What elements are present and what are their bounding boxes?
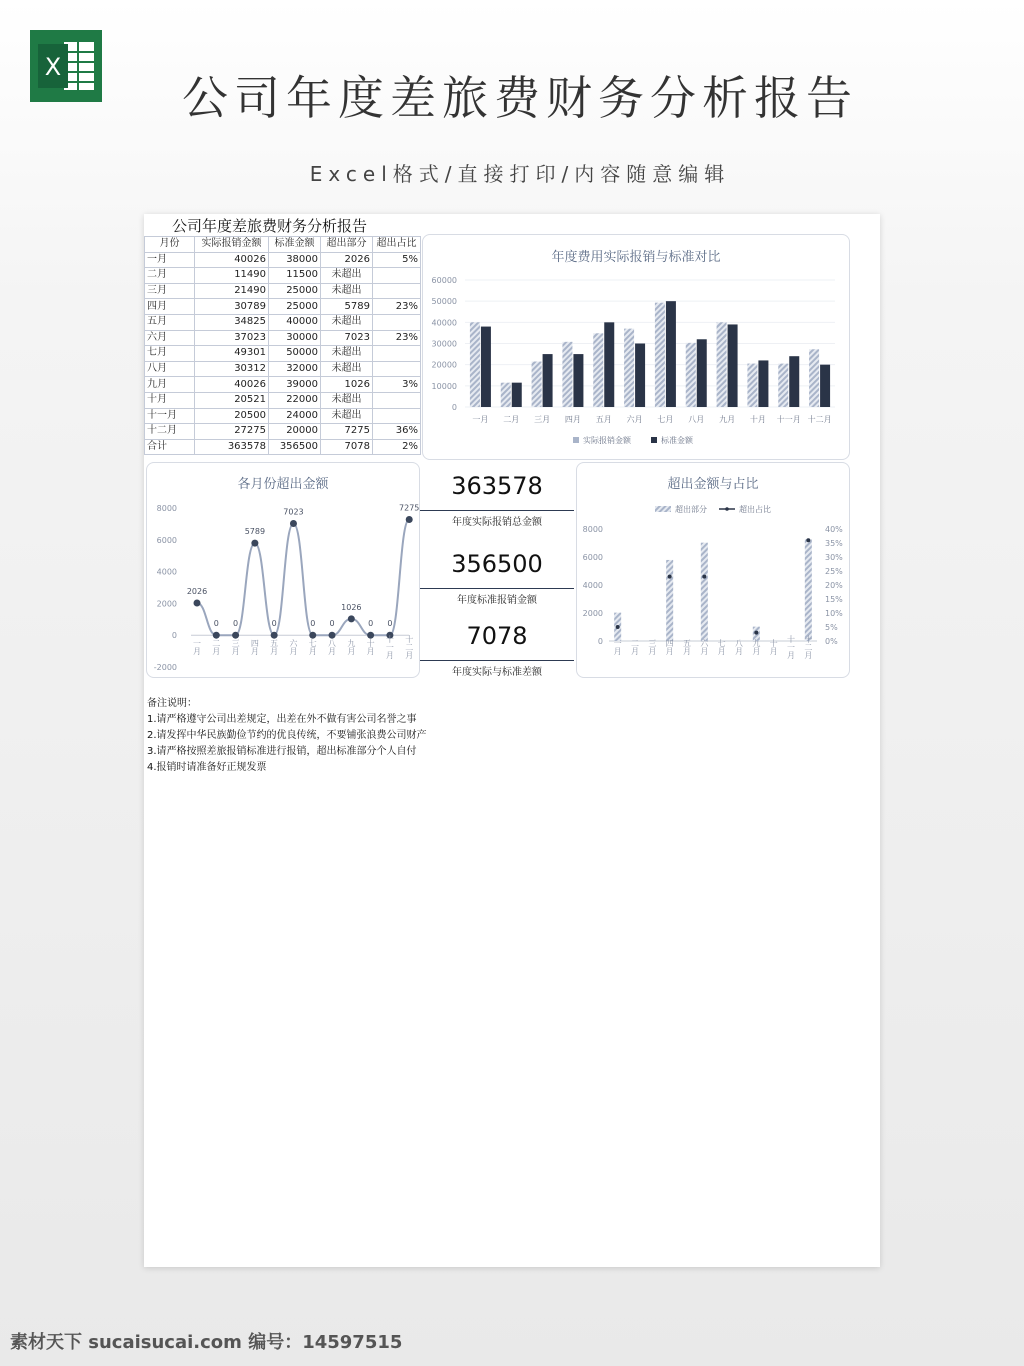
- table-cell: 40000: [269, 314, 321, 330]
- y-tick-label: 0: [597, 637, 603, 646]
- x-tick-label: 五月: [682, 639, 692, 655]
- table-cell: 30789: [195, 299, 269, 315]
- table-cell: 十月: [145, 392, 195, 408]
- comparison-bar-chart: [423, 235, 849, 459]
- x-tick-label: 一月: [613, 639, 623, 655]
- data-label: 7275: [399, 503, 419, 513]
- watermark: 素材天下 sucaisucai.com 编号：14597515: [10, 1332, 403, 1353]
- note-item: 3.请严格按照差旅报销标准进行报销，超出标准部分个人自付: [147, 746, 417, 757]
- x-tick-label: 八月: [688, 415, 705, 424]
- x-tick-label: 八月: [734, 639, 744, 655]
- comparison-chart-panel: [422, 234, 850, 460]
- y-tick-label: 8000: [156, 504, 177, 513]
- kpi-value: 363578: [451, 472, 543, 500]
- table-row: [145, 299, 421, 315]
- kpi-value: 356500: [451, 550, 543, 578]
- table-cell: 五月: [145, 314, 195, 330]
- bar-actual: [655, 303, 665, 407]
- table-cell: [373, 268, 421, 284]
- ratio-point: [754, 631, 758, 635]
- table-cell: 20500: [195, 408, 269, 424]
- table-cell: 合计: [145, 439, 195, 455]
- x-tick-label: 三月: [231, 639, 241, 656]
- y-tick-label: 10000: [431, 381, 457, 391]
- table-cell: 七月: [145, 346, 195, 362]
- table-cell: 5%: [373, 252, 421, 268]
- legend-label: 标准金额: [661, 436, 693, 445]
- excess-ratio-chart: [577, 463, 849, 677]
- data-point: [348, 615, 355, 622]
- table-cell: 39000: [269, 377, 321, 393]
- data-point: [290, 520, 297, 527]
- data-point: [251, 540, 258, 547]
- bar-standard: [789, 356, 799, 407]
- table-cell: [373, 392, 421, 408]
- chart-title: 年度费用实际报销与标准对比: [551, 250, 721, 265]
- y2-tick-label: 0%: [825, 637, 838, 646]
- table-cell: 三月: [145, 283, 195, 299]
- table-cell: 36%: [373, 424, 421, 440]
- kpi-divider: [420, 510, 574, 511]
- table-cell: 7078: [321, 439, 373, 455]
- data-label: 0: [368, 619, 374, 629]
- x-tick-label: 十月: [749, 415, 766, 424]
- table-row: [145, 439, 421, 455]
- table-row: [145, 252, 421, 268]
- table-cell: 二月: [145, 268, 195, 284]
- table-cell: 37023: [195, 330, 269, 346]
- y-tick-label: 6000: [156, 535, 177, 545]
- y-tick-label: 6000: [582, 553, 603, 562]
- y-tick-label: 20000: [431, 360, 457, 370]
- bar-standard: [697, 339, 707, 407]
- kpi-label: 年度标准报销金额: [457, 595, 537, 606]
- x-tick-label: 二月: [630, 639, 640, 655]
- table-row: [145, 314, 421, 330]
- bar-excess: [805, 539, 812, 641]
- col-header: 月份: [145, 237, 195, 253]
- bar-standard: [481, 327, 491, 407]
- table-row: [145, 377, 421, 393]
- kpi-total-actual: [420, 472, 574, 528]
- x-tick-label: 四月: [564, 415, 581, 424]
- data-label: 0: [271, 619, 277, 629]
- table-cell: 未超出: [321, 392, 373, 408]
- legend-label: 实际报销金额: [583, 436, 631, 445]
- legend-label: 超出占比: [739, 505, 771, 514]
- x-tick-label: 九月: [719, 415, 736, 424]
- excel-icon: [30, 30, 102, 102]
- table-cell: 未超出: [321, 408, 373, 424]
- bar-actual: [717, 322, 727, 407]
- bar-standard: [573, 354, 583, 407]
- legend-swatch-standard: [651, 437, 657, 443]
- notes-heading: 备注说明：: [147, 698, 197, 709]
- bar-standard: [728, 324, 738, 407]
- data-point: [232, 632, 239, 639]
- table-cell: 未超出: [321, 361, 373, 377]
- table-cell: [373, 346, 421, 362]
- table-cell: 20000: [269, 424, 321, 440]
- x-tick-label: 七月: [657, 415, 674, 424]
- bar-actual: [747, 364, 757, 407]
- note-item: 2.请发挥中华民族勤俭节约的优良传统，不要铺张浪费公司财产: [147, 730, 427, 741]
- x-tick-label: 四月: [665, 639, 675, 655]
- table-row: [145, 330, 421, 346]
- data-label: 1026: [341, 602, 362, 612]
- y-tick-label: 0: [171, 631, 177, 641]
- table-header-row: [145, 237, 421, 253]
- sheet-title: 公司年度差旅费财务分析报告: [172, 217, 368, 235]
- table-cell: 5789: [321, 299, 373, 315]
- note-item: 4.报销时请准备好正规发票: [147, 762, 267, 773]
- table-cell: 49301: [195, 346, 269, 362]
- bar-standard: [635, 344, 645, 408]
- x-tick-label: 三月: [647, 639, 657, 655]
- bar-actual: [501, 383, 511, 407]
- table-cell: [373, 283, 421, 299]
- table-cell: 八月: [145, 361, 195, 377]
- table-cell: 23%: [373, 299, 421, 315]
- table-cell: 九月: [145, 377, 195, 393]
- table-cell: 363578: [195, 439, 269, 455]
- y2-tick-label: 15%: [825, 595, 843, 604]
- bar-actual: [532, 362, 542, 407]
- bar-excess: [666, 560, 673, 641]
- table-cell: 21490: [195, 283, 269, 299]
- kpi-difference: [420, 622, 574, 678]
- table-cell: 十一月: [145, 408, 195, 424]
- bar-actual: [686, 343, 696, 407]
- bar-standard: [512, 383, 522, 407]
- table-cell: 30000: [269, 330, 321, 346]
- x-tick-label: 五月: [269, 639, 279, 656]
- kpi-value: 7078: [466, 622, 528, 650]
- x-tick-label: 九月: [346, 639, 356, 656]
- y2-tick-label: 20%: [825, 581, 843, 590]
- y-tick-label: 30000: [431, 339, 457, 349]
- table-cell: 40026: [195, 252, 269, 268]
- x-tick-label: 十一月: [776, 415, 801, 424]
- bar-actual: [809, 349, 819, 407]
- table-cell: 2026: [321, 252, 373, 268]
- ratio-point: [702, 575, 706, 579]
- table-cell: 25000: [269, 299, 321, 315]
- table-cell: 四月: [145, 299, 195, 315]
- y2-tick-label: 40%: [825, 525, 843, 534]
- table-row: [145, 392, 421, 408]
- y-tick-label: 60000: [431, 276, 457, 285]
- table-cell: 六月: [145, 330, 195, 346]
- table-cell: 3%: [373, 377, 421, 393]
- table-cell: 32000: [269, 361, 321, 377]
- x-tick-label: 九月: [751, 639, 761, 655]
- excel-icon-letter: X: [44, 53, 62, 81]
- table-row: [145, 408, 421, 424]
- page-subtitle: Excel格式/直接打印/内容随意编辑: [309, 162, 731, 186]
- legend-swatch-excess: [655, 506, 671, 512]
- excess-ratio-chart-panel: [576, 462, 850, 678]
- bar-standard: [758, 360, 768, 407]
- table-cell: 11490: [195, 268, 269, 284]
- x-tick-label: 十二月: [803, 635, 813, 659]
- data-point: [329, 632, 336, 639]
- data-point: [213, 632, 220, 639]
- x-tick-label: 六月: [699, 639, 709, 655]
- y2-tick-label: 10%: [825, 609, 843, 618]
- kpi-label: 年度实际与标准差额: [452, 667, 542, 678]
- expense-table: [144, 236, 421, 455]
- spreadsheet-sheet: [144, 214, 880, 1267]
- y2-tick-label: 25%: [825, 567, 843, 576]
- x-tick-label: 十一月: [385, 635, 395, 660]
- y2-tick-label: 5%: [825, 623, 838, 632]
- x-tick-label: 一月: [192, 639, 202, 656]
- table-row: [145, 424, 421, 440]
- excess-line-chart: [147, 463, 419, 677]
- bar-standard: [604, 322, 614, 407]
- y-tick-label: 40000: [431, 318, 457, 328]
- x-tick-label: 六月: [626, 415, 643, 424]
- x-tick-label: 四月: [250, 639, 260, 656]
- bar-actual: [470, 322, 480, 407]
- col-header: 实际报销金额: [195, 237, 269, 253]
- x-tick-label: 七月: [308, 639, 318, 656]
- x-tick-label: 一月: [472, 415, 489, 424]
- data-label: 0: [329, 619, 335, 629]
- x-tick-label: 六月: [288, 639, 298, 656]
- table-cell: 一月: [145, 252, 195, 268]
- data-label: 7023: [283, 507, 304, 517]
- bar-standard: [820, 365, 830, 407]
- table-cell: 未超出: [321, 268, 373, 284]
- table-cell: 30312: [195, 361, 269, 377]
- notes-section: [147, 696, 427, 776]
- y-tick-label: 2000: [156, 599, 177, 609]
- data-label: 0: [213, 619, 219, 629]
- table-row: [145, 361, 421, 377]
- table-cell: 22000: [269, 392, 321, 408]
- data-point: [194, 599, 201, 606]
- col-header: 标准金额: [269, 237, 321, 253]
- table-cell: 50000: [269, 346, 321, 362]
- table-row: [145, 283, 421, 299]
- y-tick-label: -2000: [153, 663, 177, 672]
- chart-title: 超出金额与占比: [667, 477, 759, 492]
- y-tick-label: 50000: [431, 297, 457, 307]
- col-header: 超出占比: [373, 237, 421, 253]
- table-cell: 2%: [373, 439, 421, 455]
- table-cell: 24000: [269, 408, 321, 424]
- table-cell: [373, 314, 421, 330]
- table-cell: 7023: [321, 330, 373, 346]
- data-point: [406, 516, 413, 523]
- y-tick-label: 8000: [582, 525, 603, 534]
- data-label: 0: [387, 619, 393, 629]
- bar-actual: [593, 333, 603, 407]
- data-label: 2026: [186, 586, 208, 596]
- table-cell: [373, 408, 421, 424]
- ratio-point: [668, 575, 672, 579]
- table-cell: 40026: [195, 377, 269, 393]
- legend-label: 超出部分: [675, 505, 707, 514]
- data-label: 0: [233, 619, 239, 629]
- bar-excess: [701, 543, 708, 641]
- table-cell: 38000: [269, 252, 321, 268]
- legend-dot-ratio: [725, 507, 729, 511]
- x-tick-label: 十月: [769, 639, 779, 655]
- table-cell: 25000: [269, 283, 321, 299]
- x-tick-label: 十二月: [807, 415, 832, 424]
- table-cell: 20521: [195, 392, 269, 408]
- x-tick-label: 五月: [595, 415, 612, 424]
- x-tick-label: 十月: [366, 639, 376, 656]
- table-cell: 未超出: [321, 346, 373, 362]
- table-cell: [373, 361, 421, 377]
- table-row: [145, 346, 421, 362]
- chart-title: 各月份超出金额: [237, 477, 329, 492]
- table-cell: 未超出: [321, 283, 373, 299]
- y-tick-label: 4000: [582, 581, 603, 590]
- data-label: 5789: [244, 527, 266, 537]
- col-header: 超出部分: [321, 237, 373, 253]
- x-tick-label: 十一月: [786, 635, 796, 659]
- y-tick-label: 2000: [582, 609, 603, 618]
- y-tick-label: 0: [451, 403, 457, 412]
- data-label: 0: [310, 619, 316, 629]
- bar-standard: [666, 301, 676, 407]
- table-cell: 未超出: [321, 314, 373, 330]
- table-cell: 11500: [269, 268, 321, 284]
- table-cell: 356500: [269, 439, 321, 455]
- page-title: 公司年度差旅费财务分析报告: [182, 71, 858, 125]
- data-point: [271, 632, 278, 639]
- excess-line-chart-panel: [146, 462, 420, 678]
- x-tick-label: 三月: [534, 415, 551, 424]
- legend-swatch-actual: [573, 437, 579, 443]
- table-row: [145, 268, 421, 284]
- note-item: 1.请严格遵守公司出差规定，出差在外不做有害公司名誉之事: [147, 714, 417, 725]
- x-tick-label: 七月: [717, 639, 727, 655]
- x-tick-label: 二月: [211, 639, 221, 656]
- x-tick-label: 八月: [327, 639, 337, 656]
- kpi-label: 年度实际报销总金额: [452, 517, 542, 528]
- ratio-point: [806, 538, 810, 542]
- table-cell: 1026: [321, 377, 373, 393]
- ratio-point: [616, 625, 620, 629]
- y-tick-label: 4000: [156, 567, 177, 577]
- x-tick-label: 十二月: [404, 635, 414, 660]
- data-point: [309, 632, 316, 639]
- kpi-total-standard: [420, 550, 574, 606]
- table-cell: 十二月: [145, 424, 195, 440]
- table-cell: 7275: [321, 424, 373, 440]
- table-cell: 27275: [195, 424, 269, 440]
- kpi-divider: [420, 660, 574, 661]
- table-cell: 23%: [373, 330, 421, 346]
- y2-tick-label: 30%: [825, 553, 843, 562]
- table-cell: 34825: [195, 314, 269, 330]
- excess-line: [197, 520, 409, 636]
- x-tick-label: 二月: [503, 415, 520, 424]
- bar-actual: [562, 342, 572, 407]
- bar-actual: [624, 329, 634, 407]
- kpi-divider: [420, 588, 574, 589]
- y2-tick-label: 35%: [825, 539, 843, 548]
- data-point: [367, 632, 374, 639]
- bar-standard: [543, 354, 553, 407]
- bar-actual: [778, 364, 788, 407]
